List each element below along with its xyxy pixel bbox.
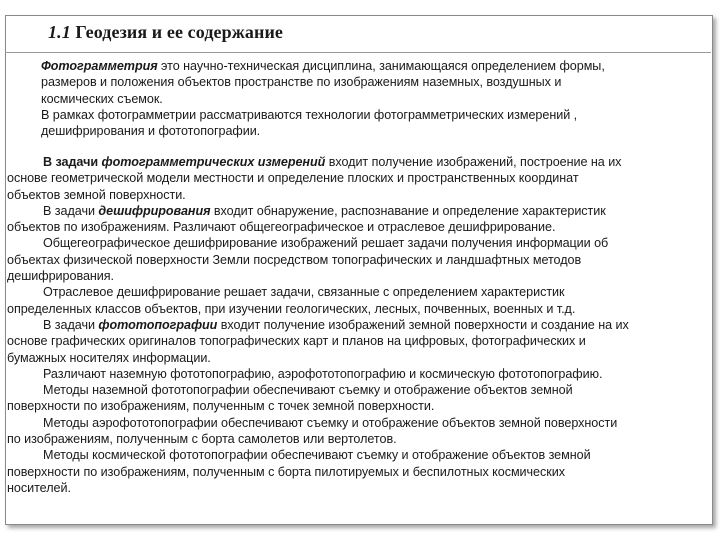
intro-line: дешифрирования и фототопографии.	[41, 124, 261, 139]
body-line: Общегеографическое дешифрирование изображений решает задачи получения информации об	[43, 236, 609, 251]
body-line: дешифрирования.	[7, 269, 115, 284]
body-line: основе графических оригиналов топографических карт и планов на цифровых, фотографических и	[7, 334, 586, 349]
body-line: бумажных носителях информации.	[7, 350, 211, 365]
body-line: поверхности по изображениям, полученным с точек земной поверхности.	[7, 399, 435, 414]
intro-line: размеров и положения объектов пространстве по изображениям наземных, воздушных и	[41, 75, 562, 90]
body-line: объектах физической поверхности Земли посредством топографических и ландшафтных методов	[7, 252, 582, 267]
title-text: Геодезия и ее содержание	[75, 22, 284, 42]
term-photogrammetry: Фотограмметрия	[41, 59, 158, 73]
body-line: носителей.	[7, 480, 71, 495]
body-line: по изображениям, полученным с борта самолетов или вертолетов.	[7, 432, 397, 447]
intro-line: В рамках фотограмметрии рассматриваются технологии фотограмметрических измерений ,	[41, 107, 578, 122]
body-block	[7, 154, 707, 496]
body-line: Методы наземной фототопографии обеспечивают съемку и отображение объектов земной	[43, 383, 573, 398]
section-number: 1.1	[48, 22, 71, 42]
intro-block	[41, 58, 706, 139]
body-line: определенных классов объектов, при изучении геологических, лесных, почвенных, военных и т.д.	[7, 301, 576, 316]
term-interpretation: дешифрирования	[98, 203, 211, 218]
body-line: Методы космической фототопографии обеспечивают съемку и отображение объектов земной	[43, 448, 591, 463]
body-line: В задачи дешифрирования входит обнаружение, распознавание и определение характеристик	[43, 203, 606, 218]
term-phototopography: фототопографии	[98, 317, 218, 332]
intro-line: космических съемок.	[41, 91, 163, 106]
body-line: поверхности по изображениям, полученным с борта пилотируемых и беспилотных космических	[7, 464, 565, 479]
body-line: В задачи фотограмметрических измерений входит получение изображений, построение на их	[43, 155, 622, 169]
body-line: объектов по изображениям. Различают общегеографическое и отраслевое дешифрирование.	[7, 220, 556, 235]
term-photogrammetric-measurements: фотограмметрических измерений	[101, 155, 326, 169]
body-line: основе геометрической модели местности и определение плоских и пространственных координат	[7, 171, 579, 186]
body-line: Различают наземную фототопографию, аэрофототопографию и космическую фототопографию.	[43, 366, 603, 381]
body-line: Отраслевое дешифрирование решает задачи, связанные с определением характеристик	[43, 285, 565, 300]
body-line: В задачи фототопографии входит получение изображений земной поверхности и создание на их	[43, 317, 629, 332]
body-line: объектов земной поверхности.	[7, 187, 186, 202]
body-line: Методы аэрофототопографии обеспечивают съемку и отображение объектов земной поверхности	[43, 415, 618, 430]
intro-line: Фотограмметрия это научно-техническая дисциплина, занимающаяся определением формы,	[41, 59, 605, 73]
page-title	[48, 22, 283, 43]
